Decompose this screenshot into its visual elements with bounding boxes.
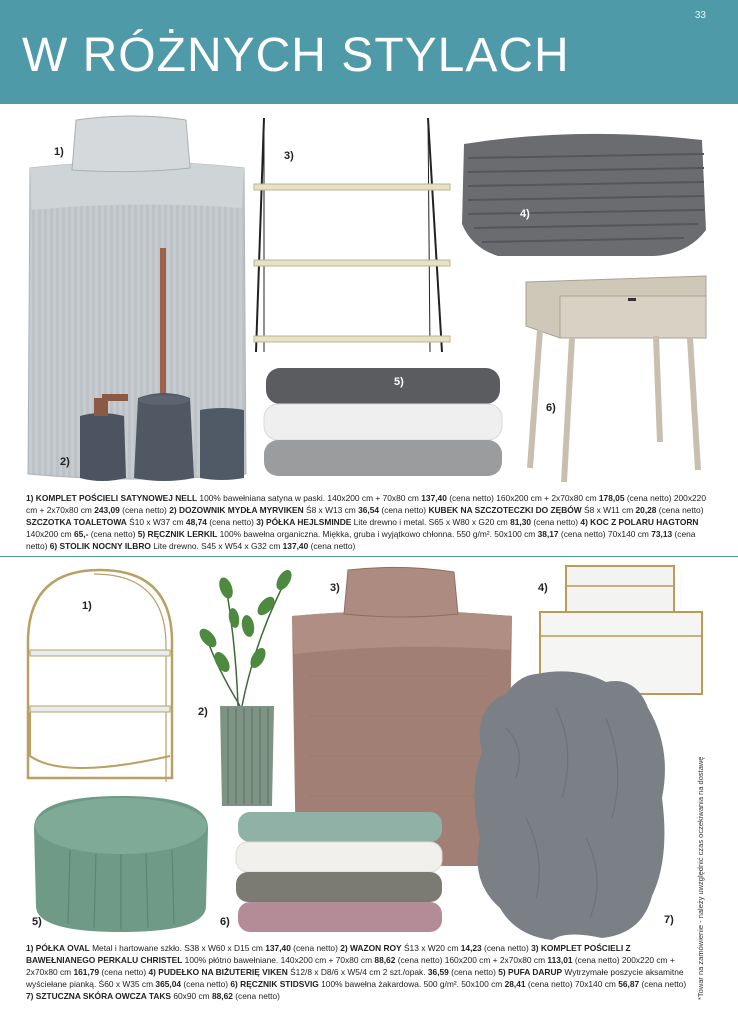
description-text-segment: (cena netto): [639, 979, 687, 989]
description-text-segment: Ś10 x W37 cm: [126, 517, 186, 527]
description-bold-segment: 1) PÓŁKA OVAL: [26, 943, 90, 953]
product-description-bottom: [26, 942, 692, 1002]
product-number-label: 7): [664, 914, 674, 926]
description-text-segment: Ś12/8 x D8/6 x W5/4 cm 2 szt./opak.: [287, 967, 428, 977]
description-bold-segment: 1) KOMPLET POŚCIELI SATYNOWEJ NELL: [26, 493, 198, 503]
description-text-segment: 60x90 cm: [171, 991, 212, 1001]
product-number-label: 1): [82, 600, 92, 612]
description-text-segment: (cena netto) 160x200 cm + 2x70x80 cm: [395, 955, 548, 965]
product-image-lerkil-towels: [262, 364, 506, 478]
description-bold-segment: 38,17: [537, 529, 559, 539]
description-text-segment: (cena netto) 160x200 cm + 2x70x80 cm: [446, 493, 599, 503]
product-number-label: 5): [32, 916, 42, 928]
description-bold-segment: 6) STOLIK NOCNY ILBRO: [49, 541, 151, 551]
description-bold-segment: KUBEK NA SZCZOTECZKI DO ZĘBÓW: [428, 505, 582, 515]
description-text-segment: (cena netto): [448, 967, 499, 977]
description-bold-segment: 28,41: [504, 979, 526, 989]
page-title: W RÓŻNYCH STYLACH: [22, 29, 570, 82]
description-text-segment: (cena netto): [481, 943, 532, 953]
description-bold-segment: 365,04: [155, 979, 182, 989]
description-bold-segment: 178,05: [598, 493, 625, 503]
product-image-wall-shelf: [252, 114, 452, 358]
description-text-segment: (cena netto) 200x220 cm + 2x70x80 cm: [26, 493, 706, 515]
description-bold-segment: 4) KOC Z POLARU HAGTORN: [580, 517, 699, 527]
description-text-segment: (cena netto): [379, 505, 429, 515]
description-text-segment: 100% bawełniana satyna w paski. 140x200 cm + 70x80 cm: [197, 493, 422, 503]
description-bold-segment: 81,30: [510, 517, 532, 527]
description-bold-segment: 3) KOMPLET POŚCIELI Z BAWEŁNIANEGO PERKALU CHRISTEL: [26, 943, 631, 965]
description-bold-segment: 36,59: [427, 967, 449, 977]
product-image-stidsvig-towels: [232, 810, 446, 934]
product-number-label: 3): [284, 150, 294, 162]
description-text-segment: Lite drewno. S45 x W54 x G32 cm: [150, 541, 283, 551]
description-text-segment: Ś8 x W13 cm: [303, 505, 359, 515]
description-text-segment: (cena netto) 70x140 cm: [525, 979, 619, 989]
delivery-side-note: *Towar na zamówienie - należy uwzględnić czas oczekiwania na dostawę: [696, 756, 705, 1000]
description-text-segment: (cena netto): [308, 541, 356, 551]
description-bold-segment: 7) SZTUCZNA SKÓRA OWCZA TAKS: [26, 991, 171, 1001]
description-bold-segment: 14,23: [460, 943, 482, 953]
description-bold-segment: SZCZOTKA TOALETOWA: [26, 517, 127, 527]
product-image-bathroom-set: [78, 248, 248, 484]
description-bold-segment: 2) DOZOWNIK MYDŁA MYRVIKEN: [169, 505, 304, 515]
description-bold-segment: 3) PÓŁKA HEJLSMINDE: [256, 517, 352, 527]
product-number-label: 6): [546, 402, 556, 414]
product-image-oval-shelf: [24, 566, 176, 782]
product-number-label: 4): [538, 582, 548, 594]
description-text-segment: (cena netto): [232, 991, 280, 1001]
page-number: 33: [694, 10, 706, 21]
description-bold-segment: 137,40: [282, 541, 309, 551]
description-bold-segment: 5) PUFA DARUP: [498, 967, 563, 977]
description-bold-segment: 20,28: [635, 505, 657, 515]
description-text-segment: 100% bawełna żakardowa. 500 g/m². 50x100 cm: [318, 979, 505, 989]
description-bold-segment: 88,62: [374, 955, 396, 965]
product-image-vase-roy: [196, 566, 300, 812]
description-bold-segment: 65,-: [73, 529, 89, 539]
product-number-label: 3): [330, 582, 340, 594]
description-text-segment: (cena netto): [99, 967, 149, 977]
product-number-label: 1): [54, 146, 64, 158]
description-text-segment: (cena netto): [206, 517, 257, 527]
description-bold-segment: 2) WAZON ROY: [340, 943, 402, 953]
description-text-segment: Wytrzymałe poszycie aksamitne wyściełane pianką. Ś60 x W35 cm: [26, 967, 684, 989]
product-number-label: 6): [220, 916, 230, 928]
description-text-segment: Lite drewno i metal. S65 x W80 x G20 cm: [351, 517, 511, 527]
description-bold-segment: 137,40: [421, 493, 447, 503]
page-header: [0, 0, 738, 104]
description-bold-segment: 48,74: [185, 517, 207, 527]
description-bold-segment: 6) RĘCZNIK STIDSVIG: [230, 979, 319, 989]
description-text-segment: (cena netto): [181, 979, 231, 989]
description-bold-segment: 161,79: [73, 967, 100, 977]
product-image-darup-pouf: [30, 794, 212, 934]
description-bold-segment: 113,01: [547, 955, 573, 965]
description-bold-segment: 88,62: [211, 991, 233, 1001]
description-bold-segment: 243,09: [94, 505, 120, 515]
description-bold-segment: 137,40: [265, 943, 291, 953]
product-number-label: 2): [198, 706, 208, 718]
description-bold-segment: 4) PUDEŁKO NA BIŻUTERIĘ VIKEN: [148, 967, 288, 977]
description-bold-segment: 56,87: [618, 979, 640, 989]
description-text-segment: (cena netto): [290, 943, 341, 953]
product-number-label: 2): [60, 456, 70, 468]
description-text-segment: Ś13 x W20 cm: [401, 943, 461, 953]
product-number-label: 5): [394, 376, 404, 388]
description-text-segment: 100% bawełna organiczna. Miękka, gruba i wyjątkowo chłonna. 550 g/m². 50x100 cm: [217, 529, 538, 539]
description-text-segment: (cena netto): [119, 505, 170, 515]
description-text-segment: (cena netto): [26, 529, 696, 551]
description-text-segment: (cena netto) 200x220 cm + 2x70x80 cm: [26, 955, 675, 977]
description-bold-segment: 73,13: [651, 529, 673, 539]
description-bold-segment: 5) RĘCZNIK LERKIL: [137, 529, 218, 539]
product-image-nightstand: [520, 272, 708, 484]
description-text-segment: (cena netto): [88, 529, 138, 539]
description-text-segment: (cena netto) 70x140 cm: [558, 529, 652, 539]
description-bold-segment: 36,54: [358, 505, 380, 515]
section-divider: [0, 556, 738, 557]
description-text-segment: (cena netto): [656, 505, 704, 515]
description-text-segment: 140x200 cm: [26, 529, 74, 539]
description-text-segment: Metal i hartowane szkło. S38 x W60 x D15 cm: [89, 943, 266, 953]
product-description-top: [26, 492, 714, 552]
product-image-taks-sheepskin: [466, 668, 672, 942]
description-text-segment: (cena netto): [531, 517, 581, 527]
product-image-fleece-blanket: [458, 124, 710, 272]
description-text-segment: 100% płótno bawełniane. 140x200 cm + 70x80 cm: [182, 955, 375, 965]
description-text-segment: Ś8 x W11 cm: [581, 505, 636, 515]
product-number-label: 4): [520, 208, 530, 220]
